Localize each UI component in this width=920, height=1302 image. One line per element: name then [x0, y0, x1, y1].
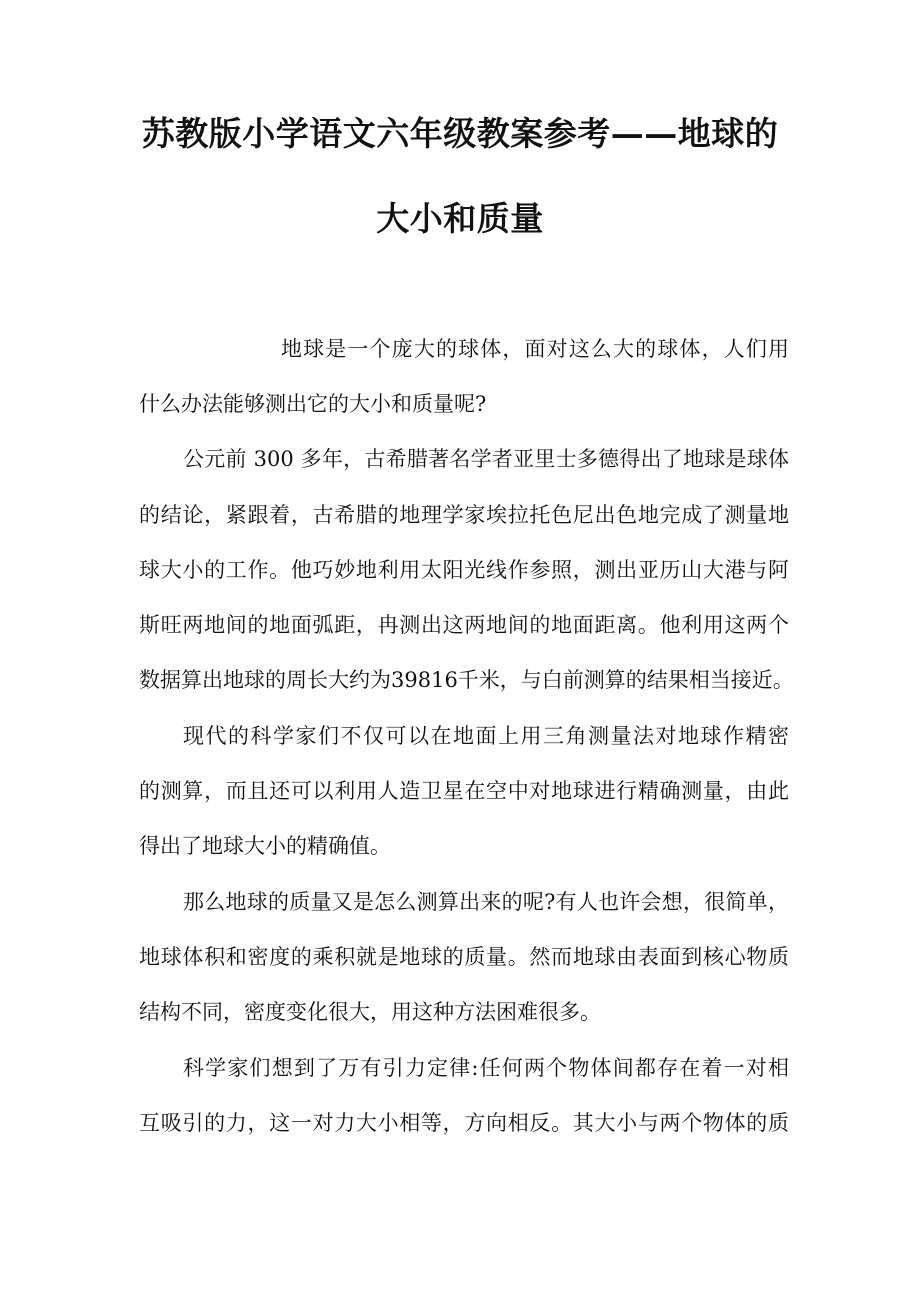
body-line-3: 公元前 300 多年，古希腊著名学者亚里士多德得出了地球是球体	[183, 447, 789, 471]
body-line-15: 互吸引的力，这一对力大小相等，方向相反。其大小与两个物体的质	[139, 1111, 789, 1135]
body-line-11: 那么地球的质量又是怎么测算出来的呢?有人也许会想，很简单，	[183, 890, 789, 914]
body-line-8: 现代的科学家们不仅可以在地面上用三角测量法对地球作精密	[183, 724, 789, 748]
body-line-7: 数据算出地球的周长大约为39816千米，与白前测算的结果相当接近。	[139, 668, 794, 692]
body-line-10: 得出了地球大小的精确值。	[139, 834, 391, 858]
body-line-2: 什么办法能够测出它的大小和质量呢?	[139, 392, 487, 416]
document-title-line-1: 苏教版小学语文六年级教案参考——地球的	[141, 114, 779, 153]
body-line-12: 地球体积和密度的乘积就是地球的质量。然而地球由表面到核心物质	[139, 945, 789, 969]
body-line-1: 地球是一个庞大的球体，面对这么大的球体，人们用	[281, 337, 789, 361]
body-line-14: 科学家们想到了万有引力定律:任何两个物体间都存在着一对相	[183, 1056, 789, 1080]
body-line-4: 的结论，紧跟着，古希腊的地理学家埃拉托色尼出色地完成了测量地	[139, 503, 789, 527]
body-line-5: 球大小的工作。他巧妙地利用太阳光线作参照，测出亚历山大港与阿	[139, 558, 789, 582]
body-line-6: 斯旺两地间的地面弧距，冉测出这两地间的地面距离。他利用这两个	[139, 613, 789, 637]
document-title-line-2: 大小和质量	[376, 199, 544, 238]
body-line-9: 的测算，而且还可以利用人造卫星在空中对地球进行精确测量，由此	[139, 779, 789, 803]
body-line-13: 结构不同，密度变化很大，用这种方法困难很多。	[139, 1000, 601, 1024]
